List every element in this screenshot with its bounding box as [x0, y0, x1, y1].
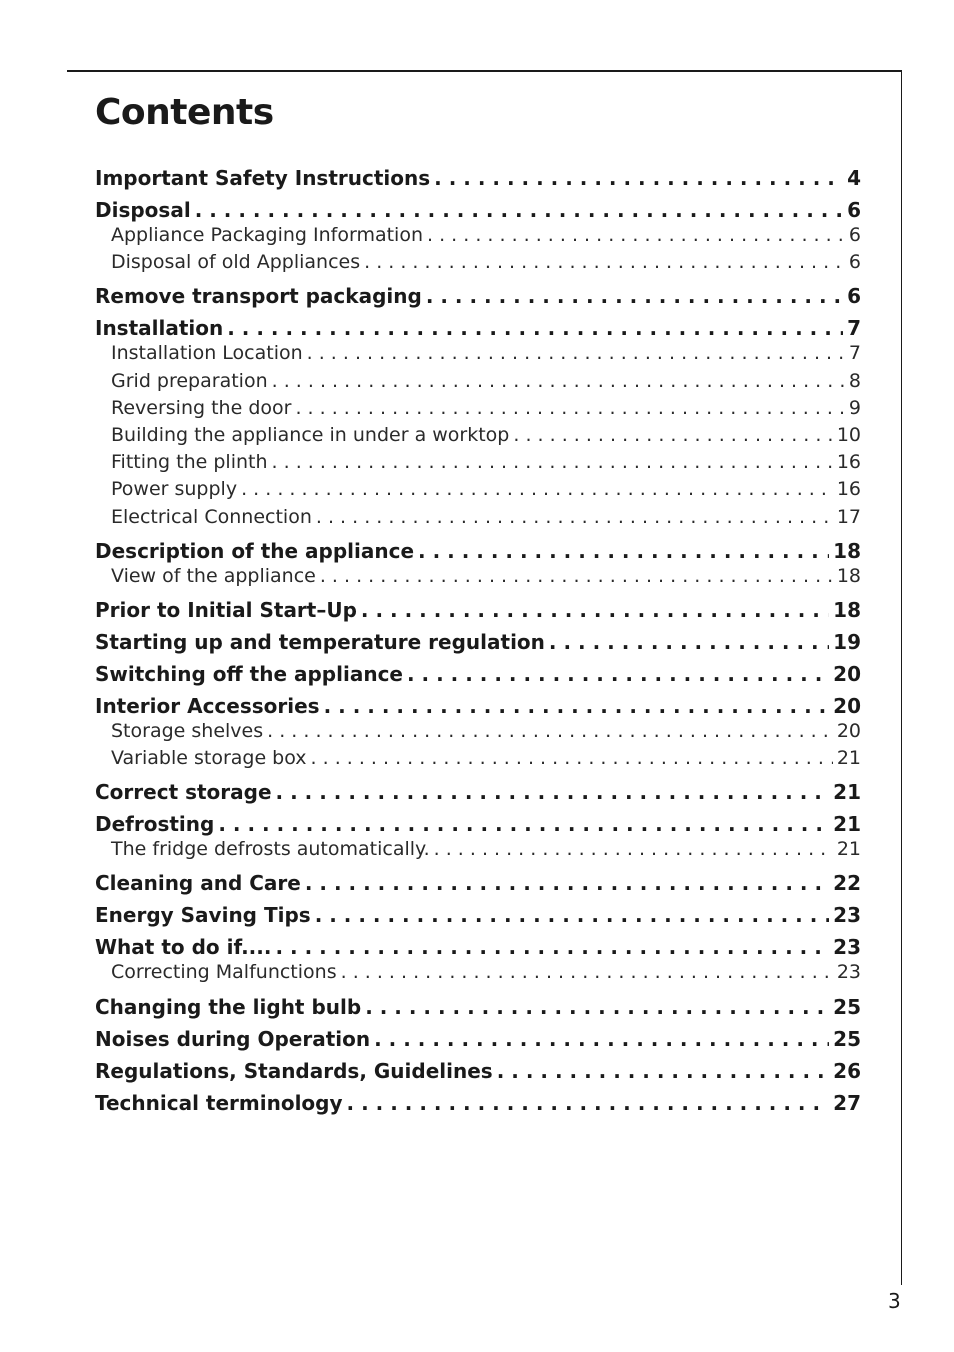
toc-entry-label: View of the appliance: [111, 564, 316, 587]
toc-entry-label: Important Safety Instructions: [95, 166, 431, 190]
toc-leader-dots: [549, 626, 829, 658]
toc-entry-label: Storage shelves: [111, 719, 264, 742]
toc-entry-label: Building the appliance in under a worktop: [111, 423, 510, 446]
toc-entry-label: Description of the appliance: [95, 538, 415, 563]
toc-entry-page: 4: [847, 166, 861, 190]
toc-subentry[interactable]: [95, 745, 861, 772]
toc-entry-page: 6: [847, 284, 861, 309]
toc-entry-page: 19: [833, 629, 861, 654]
toc-entry[interactable]: [95, 1055, 861, 1087]
toc-leader-dots: [513, 422, 832, 449]
toc-entry-page: 21: [833, 780, 861, 805]
toc-leader-dots: [341, 959, 833, 986]
toc-entry-label: Interior Accessories: [95, 693, 320, 718]
toc-entry-page: 8: [848, 369, 861, 392]
toc-entry-label: Starting up and temperature regulation: [95, 629, 545, 654]
toc-entry-label: Noises during Operation: [95, 1026, 371, 1051]
toc-entry[interactable]: [95, 594, 861, 626]
toc-subentry[interactable]: [95, 563, 861, 590]
toc-entry-page: 7: [847, 316, 861, 341]
table-of-contents: [95, 162, 861, 1119]
toc-entry[interactable]: [95, 991, 861, 1023]
toc-leader-dots: [320, 563, 833, 590]
toc-leader-dots: [241, 476, 833, 503]
toc-leader-dots: [267, 718, 833, 745]
toc-entry-page: 23: [836, 961, 861, 984]
toc-entry-page: 16: [836, 478, 861, 501]
toc-subentry[interactable]: [95, 476, 861, 503]
toc-leader-dots: [497, 1055, 829, 1087]
toc-entry-page: 6: [848, 251, 861, 274]
toc-subentry[interactable]: [95, 422, 861, 449]
toc-subentry[interactable]: [95, 395, 861, 422]
toc-entry-label: Energy Saving Tips: [95, 903, 311, 928]
toc-entry-label: Remove transport packaging: [95, 284, 422, 309]
toc-leader-dots: [305, 867, 829, 899]
toc-entry-label: The fridge defrosts automatically.: [111, 838, 430, 861]
toc-entry[interactable]: [95, 626, 861, 658]
toc-leader-dots: [347, 1087, 830, 1119]
toc-entry-page: 6: [847, 198, 861, 222]
toc-entry-label: Grid preparation: [111, 369, 268, 392]
toc-leader-dots: [426, 280, 843, 312]
toc-subentry[interactable]: [95, 249, 861, 276]
toc-leader-dots: [276, 776, 830, 808]
page-number: 3: [888, 1289, 901, 1313]
toc-leader-dots: [365, 991, 829, 1023]
toc-subentry[interactable]: [95, 222, 861, 249]
toc-entry-label: Cleaning and Care: [95, 871, 301, 896]
toc-leader-dots: [307, 340, 845, 367]
toc-leader-dots: [364, 249, 845, 276]
toc-leader-dots: [427, 222, 845, 249]
toc-entry-page: 21: [836, 747, 861, 770]
toc-leader-dots: [374, 1023, 829, 1055]
toc-entry-label: Correct storage: [95, 780, 272, 805]
toc-entry-page: 16: [836, 451, 861, 474]
toc-entry-page: 18: [836, 564, 861, 587]
toc-entry-page: 9: [848, 396, 861, 419]
toc-entry-label: Electrical Connection: [111, 505, 312, 528]
toc-entry-page: 25: [833, 994, 861, 1019]
toc-entry-page: 22: [833, 871, 861, 896]
toc-entry-page: 17: [836, 505, 861, 528]
toc-leader-dots: [434, 162, 843, 194]
toc-entry-page: 27: [833, 1090, 861, 1115]
toc-entry-page: 23: [833, 935, 861, 960]
toc-entry-page: 18: [833, 538, 861, 563]
right-margin-rule: [901, 70, 902, 1285]
toc-entry[interactable]: [95, 1087, 861, 1119]
top-rule: [67, 70, 902, 72]
toc-entry[interactable]: [95, 867, 861, 899]
toc-leader-dots: [316, 504, 833, 531]
toc-entry-label: Technical terminology: [95, 1090, 343, 1115]
toc-leader-dots: [407, 658, 829, 690]
toc-entry[interactable]: [95, 658, 861, 690]
toc-subentry[interactable]: [95, 836, 861, 863]
toc-leader-dots: [315, 899, 829, 931]
toc-entry-page: 20: [836, 719, 861, 742]
toc-entry-page: 10: [836, 423, 861, 446]
toc-entry-page: 21: [836, 838, 861, 861]
toc-entry-page: 23: [833, 903, 861, 928]
toc-subentry[interactable]: [95, 504, 861, 531]
toc-entry-page: 7: [848, 342, 861, 365]
toc-entry-page: 26: [833, 1058, 861, 1083]
toc-entry-label: Switching off the appliance: [95, 661, 403, 686]
toc-leader-dots: [272, 449, 833, 476]
toc-entry[interactable]: [95, 1023, 861, 1055]
toc-entry-label: Prior to Initial Start–Up: [95, 597, 357, 622]
toc-leader-dots: [272, 368, 845, 395]
toc-entry[interactable]: [95, 162, 861, 194]
toc-entry-label: Installation Location: [111, 342, 303, 365]
toc-entry-page: 21: [833, 812, 861, 837]
toc-leader-dots: [434, 836, 833, 863]
toc-subentry[interactable]: [95, 449, 861, 476]
toc-entry[interactable]: [95, 776, 861, 808]
toc-entry-label: Disposal of old Appliances: [111, 251, 361, 274]
toc-leader-dots: [361, 594, 829, 626]
toc-entry-label: Power supply: [111, 478, 238, 501]
toc-subentry[interactable]: [95, 340, 861, 367]
toc-leader-dots: [311, 745, 833, 772]
toc-entry-page: 6: [848, 224, 861, 246]
toc-entry-label: Changing the light bulb: [95, 994, 362, 1019]
toc-entry-label: Variable storage box: [111, 747, 307, 770]
toc-entry-label: Disposal: [95, 198, 191, 222]
toc-subentry[interactable]: [95, 959, 861, 986]
toc-entry-label: Fitting the plinth: [111, 451, 268, 474]
toc-subentry[interactable]: [95, 368, 861, 395]
toc-entry-page: 20: [833, 661, 861, 686]
toc-entry-label: Correcting Malfunctions: [111, 961, 337, 984]
toc-entry-label: What to do if....: [95, 935, 272, 960]
toc-entry-label: Defrosting: [95, 812, 215, 837]
toc-entry-label: Regulations, Standards, Guidelines: [95, 1058, 493, 1083]
toc-entry-page: 25: [833, 1026, 861, 1051]
toc-entry-label: Installation: [95, 316, 224, 341]
toc-subentry[interactable]: [95, 718, 861, 745]
toc-entry[interactable]: [95, 899, 861, 931]
toc-leader-dots: [295, 395, 844, 422]
toc-entry-label: Reversing the door: [111, 396, 292, 419]
toc-entry-page: 18: [833, 597, 861, 622]
toc-entry[interactable]: [95, 280, 861, 312]
toc-entry-label: Appliance Packaging Information: [111, 224, 424, 246]
page-title: Contents: [95, 92, 274, 133]
toc-entry-page: 20: [833, 693, 861, 718]
